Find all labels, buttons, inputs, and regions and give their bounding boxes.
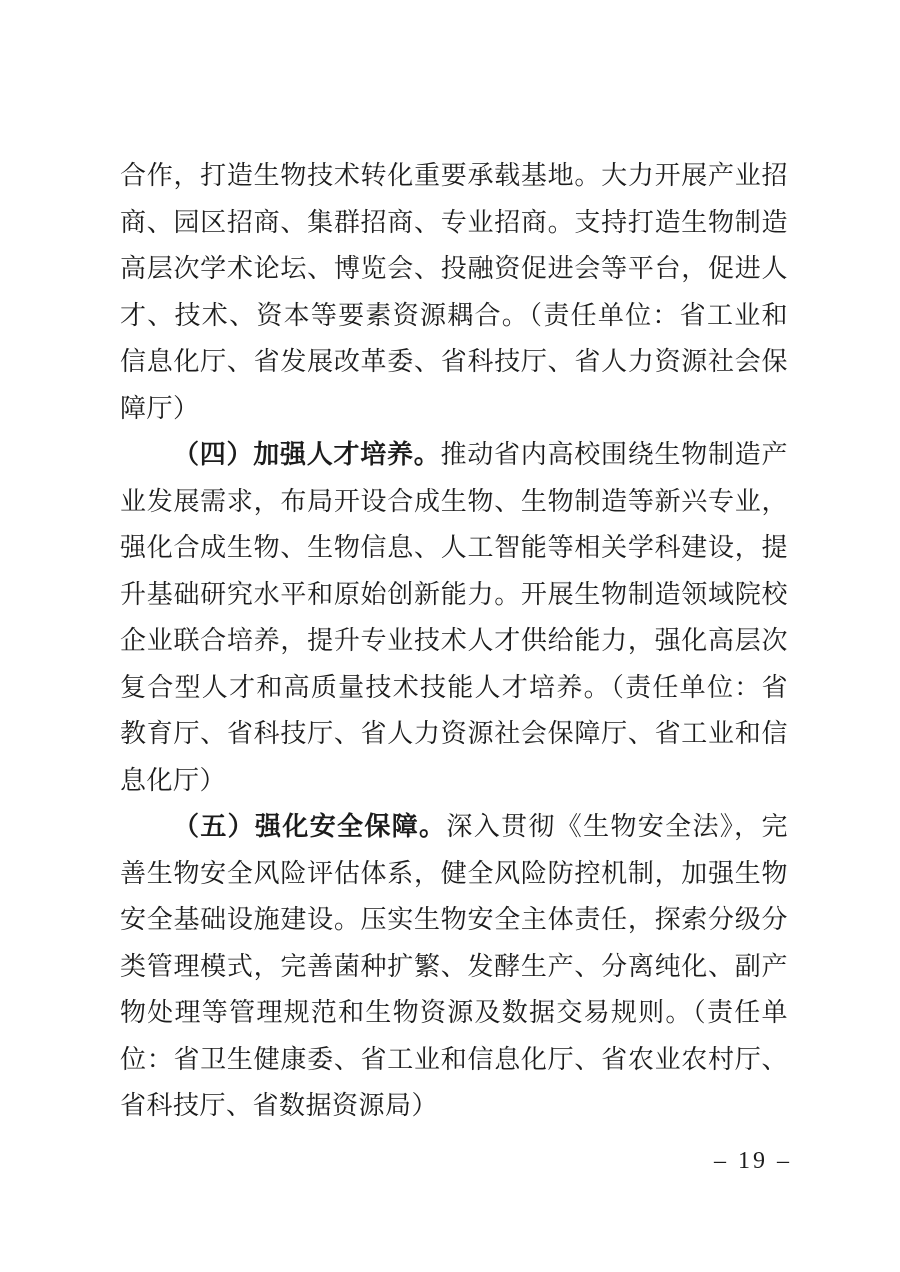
body-text: 信息化厅、省发展改革委、省科技厅、省人力资源社会保 <box>120 347 788 376</box>
body-text: 善生物安全风险评估体系，健全风险防控机制，加强生物 <box>120 858 788 888</box>
text-line <box>120 479 788 526</box>
text-line <box>120 897 788 944</box>
text-line <box>120 200 788 247</box>
body-text: 企业联合培养，提升专业技术人才供给能力，强化高层次 <box>120 626 788 655</box>
text-line <box>120 851 788 898</box>
body-text: 障厅） <box>120 393 200 423</box>
body-text: 才、技术、资本等要素资源耦合。（责任单位：省工业和 <box>120 300 788 330</box>
body-text: 强化合成生物、生物信息、人工智能等相关学科建设，提 <box>120 533 788 562</box>
document-lines <box>120 153 788 1130</box>
text-line <box>120 432 788 479</box>
text-line <box>120 386 788 433</box>
body-text: 教育厅、省科技厅、省人力资源社会保障厅、省工业和信 <box>120 719 788 748</box>
body-text: 安全基础设施建设。压实生物安全主体责任，探索分级分 <box>120 905 788 934</box>
text-line <box>120 293 788 340</box>
body-text: 深入贯彻《生物安全法》，完 <box>446 812 788 841</box>
text-line <box>120 153 788 200</box>
text-line <box>120 1037 788 1084</box>
body-text: 高层次学术论坛、博览会、投融资促进会等平台，促进人 <box>120 254 788 283</box>
page-number: – 19 – <box>714 1148 792 1174</box>
body-text: 位：省卫生健康委、省工业和信息化厅、省农业农村厅、 <box>120 1044 788 1074</box>
text-line <box>120 990 788 1037</box>
body-text: 升基础研究水平和原始创新能力。开展生物制造领域院校 <box>120 579 788 609</box>
text-line <box>120 944 788 991</box>
text-line <box>120 525 788 572</box>
text-line <box>120 665 788 712</box>
section-heading-text: （四）加强人才培养。 <box>173 440 441 469</box>
body-text: 业发展需求，布局开设合成生物、生物制造等新兴专业， <box>120 486 788 516</box>
document-body <box>120 153 788 1130</box>
body-text: 推动省内高校围绕生物制造产 <box>440 440 788 469</box>
body-text: 复合型人才和高质量技术技能人才培养。（责任单位：省 <box>120 672 788 702</box>
body-text: 息化厅） <box>120 765 227 795</box>
text-line <box>120 1083 788 1130</box>
body-text: 物处理等管理规范和生物资源及数据交易规则。（责任单 <box>120 998 788 1027</box>
body-text: 合作，打造生物技术转化重要承载基地。大力开展产业招 <box>120 161 788 190</box>
text-line <box>120 711 788 758</box>
text-line <box>120 339 788 386</box>
section-heading-text: （五）强化安全保障。 <box>173 812 447 841</box>
body-text: 商、园区招商、集群招商、专业招商。支持打造生物制造 <box>120 207 788 237</box>
body-text: 类管理模式，完善菌种扩繁、发酵生产、分离纯化、副产 <box>120 951 788 981</box>
text-line <box>120 758 788 805</box>
text-line <box>120 572 788 619</box>
text-line <box>120 246 788 293</box>
text-line <box>120 804 788 851</box>
text-line <box>120 618 788 665</box>
body-text: 省科技厅、省数据资源局） <box>120 1091 439 1120</box>
